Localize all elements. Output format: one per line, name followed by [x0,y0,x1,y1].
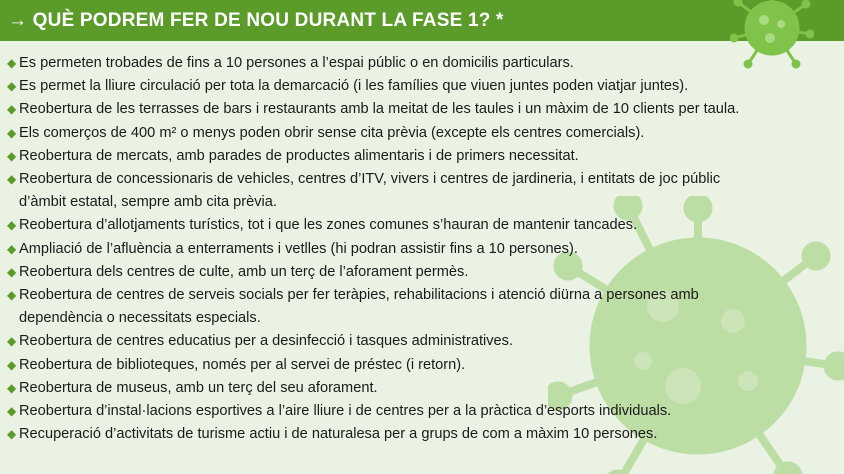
list-item-line: d’àmbit estatal, sempre amb cita prèvia. [19,194,277,211]
bullet-icon: ◆ [7,334,17,349]
bullet-icon: ◆ [7,380,17,395]
list-item [7,377,739,400]
list-item-text [19,284,699,330]
bullet-icon: ◆ [7,56,17,70]
bullet-icon: ◆ [7,264,17,279]
bullet-icon: ◆ [7,125,17,140]
list-item-text [19,122,644,145]
list-item-line: Els comerços de 400 m² o menys poden obrir sense cita prèvia (excepte els centres comercials). [19,124,645,141]
list-item-text [19,214,637,237]
footnote-cutoff [0,464,844,474]
bullet-icon: ◆ [7,404,17,419]
list-item [7,145,739,168]
bullet-icon: ◆ [7,241,17,256]
list-item-line: Reobertura de museus, amb un terç del seu aforament. [19,379,378,396]
list-item [7,214,739,237]
list-item-text [19,145,579,168]
list-item [7,168,739,214]
list-item-line: Reobertura de concessionaris de vehicles, centres d’ITV, vivers i centres de jardineria, i entitats de joc públic [19,171,721,188]
list-item-text [19,423,657,446]
list-item-line: Ampliació de l’afluència a enterraments i vetlles (hi podran assistir fins a 10 persones). [19,240,578,257]
bullet-icon: ◆ [7,357,17,372]
list-item-line: Recuperació d’activitats de turisme actiu i de naturalesa per a grups de com a màxim 10 persones. [19,426,658,443]
list-item-line: Reobertura de centres de serveis socials per fer teràpies, rehabilitacions i atenció diürna a persones amb [19,287,699,304]
list-item-line: Reobertura d’allotjaments turístics, tot i que les zones comunes s’hauran de mantenir tancades. [19,217,638,234]
list-item-line: Es permet la lliure circulació per tota la demarcació (i les famílies que viuen juntes poden viatjar juntes). [19,78,689,95]
list-item [7,354,739,377]
list-item-line: Reobertura de mercats, amb parades de productes alimentaris i de primers necessitat. [19,147,579,164]
list-item [7,261,739,284]
list-item-line: Reobertura d’instal·lacions esportives a l’aire lliure i de centres per a la pràctica d’esports individuals. [19,403,672,420]
list-item-text [19,52,574,75]
list-item [7,122,739,145]
list-item-line: Es permeten trobades de fins a 10 persones a l’espai públic o en domicilis particulars. [19,55,574,71]
list-item [7,284,739,330]
bullet-icon: ◆ [7,427,17,442]
list-item-text [19,238,578,261]
bullet-icon: ◆ [7,218,17,233]
list-item-line: Reobertura de centres educatius per a desinfecció i tasques administratives. [19,333,514,350]
list-item [7,423,739,446]
list-item-text [19,377,378,400]
list-item [7,98,739,121]
bullet-icon: ◆ [7,79,17,94]
list-item-text [19,354,465,377]
list-item [7,400,739,423]
measures-list [7,52,739,446]
bullet-icon: ◆ [7,172,17,187]
list-item-text [19,98,739,121]
list-item [7,75,739,98]
list-item-text [19,400,671,423]
list-item-text [19,75,688,98]
list-item-text [19,168,720,214]
list-item-line: Reobertura de biblioteques, només per al servei de préstec (i retorn). [19,356,466,373]
list-item-line: dependència o necessitats especials. [19,310,261,327]
list-item [7,238,739,261]
list-item-line: Reobertura dels centres de culte, amb un terç de l’aforament permès. [19,263,469,280]
bullet-icon: ◆ [7,288,17,303]
list-item-text [19,330,513,353]
bullet-icon: ◆ [7,148,17,163]
section-title: → QUÈ PODREM FER DE NOU DURANT LA FASE 1? * [8,9,504,31]
list-item-line: Reobertura de les terrasses de bars i restaurants amb la meitat de les taules i un màxim de 10 clients per taula. [19,101,740,118]
section-header [0,0,844,41]
list-item [7,330,739,353]
list-item-text [19,261,468,284]
list-item [7,52,739,75]
bullet-icon: ◆ [7,102,17,117]
virus-icon [730,0,814,70]
